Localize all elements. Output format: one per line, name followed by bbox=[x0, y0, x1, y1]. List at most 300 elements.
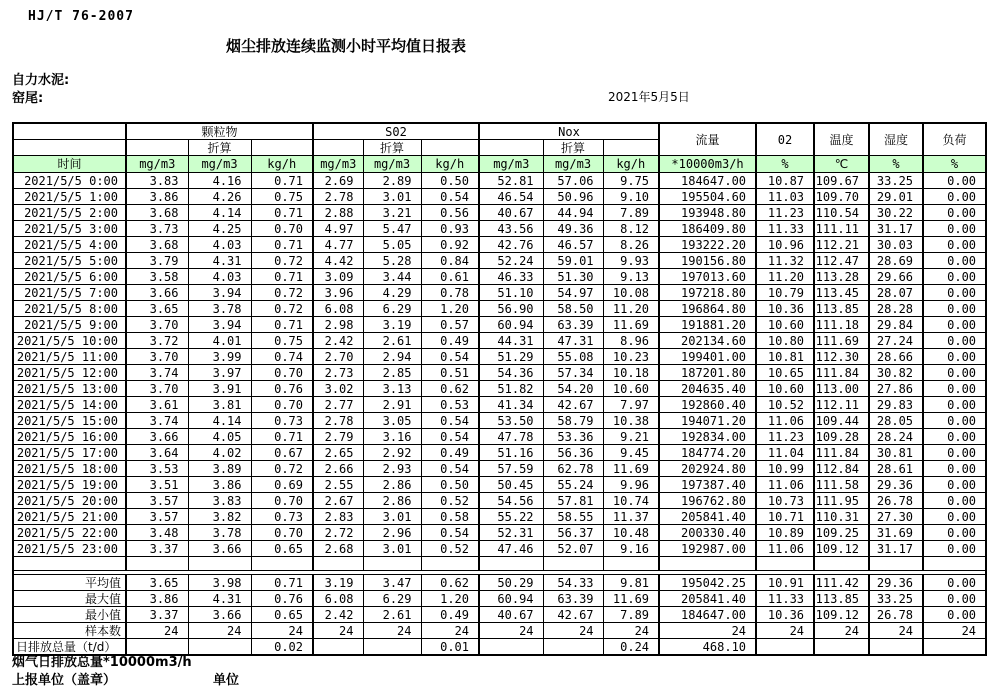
value-cell: 40.67 bbox=[479, 205, 543, 221]
value-cell: 8.96 bbox=[603, 333, 659, 349]
value-cell: 1.20 bbox=[421, 301, 479, 317]
column-header-humidity: 湿度 bbox=[869, 123, 923, 156]
summary-label: 最大值 bbox=[13, 591, 126, 607]
value-cell: 2.85 bbox=[363, 365, 421, 381]
value-cell: 11.03 bbox=[756, 189, 814, 205]
value-cell: 51.82 bbox=[479, 381, 543, 397]
data-row bbox=[13, 461, 986, 477]
value-cell: 3.94 bbox=[188, 285, 251, 301]
value-cell: 0.00 bbox=[923, 189, 986, 205]
data-row bbox=[13, 365, 986, 381]
time-cell: 2021/5/5 11:00 bbox=[13, 349, 126, 365]
blank-cell bbox=[756, 557, 814, 571]
value-cell: 3.53 bbox=[126, 461, 188, 477]
value-cell: 51.29 bbox=[479, 349, 543, 365]
blank-subheader bbox=[126, 140, 188, 156]
summary-value-cell: 24 bbox=[814, 623, 869, 639]
summary-value-cell: 195042.25 bbox=[659, 575, 756, 591]
blank-cell bbox=[659, 557, 756, 571]
value-cell: 29.66 bbox=[869, 269, 923, 285]
value-cell: 3.97 bbox=[188, 365, 251, 381]
blank-cell bbox=[13, 557, 126, 571]
value-cell: 49.36 bbox=[543, 221, 603, 237]
blank-row bbox=[13, 557, 986, 571]
value-cell: 47.31 bbox=[543, 333, 603, 349]
value-cell: 205841.40 bbox=[659, 509, 756, 525]
value-cell: 109.70 bbox=[814, 189, 869, 205]
summary-value-cell: 109.12 bbox=[814, 607, 869, 623]
value-cell: 2.98 bbox=[313, 317, 363, 333]
value-cell: 0.65 bbox=[251, 541, 313, 557]
value-cell: 3.19 bbox=[363, 317, 421, 333]
value-cell: 2.68 bbox=[313, 541, 363, 557]
value-cell: 11.33 bbox=[756, 221, 814, 237]
value-cell: 0.71 bbox=[251, 269, 313, 285]
value-cell: 10.18 bbox=[603, 365, 659, 381]
summary-value-cell: 4.31 bbox=[188, 591, 251, 607]
value-cell: 29.84 bbox=[869, 317, 923, 333]
value-cell: 57.34 bbox=[543, 365, 603, 381]
value-cell: 5.05 bbox=[363, 237, 421, 253]
summary-value-cell: 0.76 bbox=[251, 591, 313, 607]
value-cell: 11.32 bbox=[756, 253, 814, 269]
summary-value-cell: 26.78 bbox=[869, 607, 923, 623]
time-header-blank bbox=[13, 123, 126, 140]
value-cell: 190156.80 bbox=[659, 253, 756, 269]
value-cell: 0.93 bbox=[421, 221, 479, 237]
value-cell: 112.21 bbox=[814, 237, 869, 253]
value-cell: 33.25 bbox=[869, 173, 923, 189]
value-cell: 111.58 bbox=[814, 477, 869, 493]
value-cell: 55.24 bbox=[543, 477, 603, 493]
value-cell: 0.73 bbox=[251, 413, 313, 429]
value-cell: 3.37 bbox=[126, 541, 188, 557]
summary-value-cell: 6.08 bbox=[313, 591, 363, 607]
value-cell: 0.00 bbox=[923, 349, 986, 365]
value-cell: 3.02 bbox=[313, 381, 363, 397]
value-cell: 111.95 bbox=[814, 493, 869, 509]
value-cell: 4.26 bbox=[188, 189, 251, 205]
time-cell: 2021/5/5 6:00 bbox=[13, 269, 126, 285]
summary-value-cell: 24 bbox=[659, 623, 756, 639]
value-cell: 62.78 bbox=[543, 461, 603, 477]
value-cell: 2.93 bbox=[363, 461, 421, 477]
value-cell: 31.69 bbox=[869, 525, 923, 541]
value-cell: 0.72 bbox=[251, 461, 313, 477]
value-cell: 112.47 bbox=[814, 253, 869, 269]
blank-cell bbox=[126, 557, 188, 571]
value-cell: 8.26 bbox=[603, 237, 659, 253]
data-row bbox=[13, 541, 986, 557]
data-row bbox=[13, 269, 986, 285]
value-cell: 0.73 bbox=[251, 509, 313, 525]
value-cell: 10.52 bbox=[756, 397, 814, 413]
value-cell: 28.07 bbox=[869, 285, 923, 301]
value-cell: 46.54 bbox=[479, 189, 543, 205]
blank-subheader bbox=[421, 140, 479, 156]
summary-value-cell: 3.47 bbox=[363, 575, 421, 591]
column-header-so2: S02 bbox=[313, 123, 479, 140]
value-cell: 0.56 bbox=[421, 205, 479, 221]
converted-subheader-nox: 折算 bbox=[543, 140, 603, 156]
value-cell: 2.83 bbox=[313, 509, 363, 525]
column-header-particulate: 颗粒物 bbox=[126, 123, 313, 140]
value-cell: 109.28 bbox=[814, 429, 869, 445]
value-cell: 9.93 bbox=[603, 253, 659, 269]
value-cell: 197013.60 bbox=[659, 269, 756, 285]
value-cell: 53.36 bbox=[543, 429, 603, 445]
value-cell: 57.06 bbox=[543, 173, 603, 189]
value-cell: 0.72 bbox=[251, 253, 313, 269]
summary-value-cell bbox=[543, 639, 603, 656]
value-cell: 8.12 bbox=[603, 221, 659, 237]
value-cell: 28.61 bbox=[869, 461, 923, 477]
value-cell: 2.86 bbox=[363, 493, 421, 509]
data-row bbox=[13, 509, 986, 525]
value-cell: 109.67 bbox=[814, 173, 869, 189]
value-cell: 3.70 bbox=[126, 317, 188, 333]
summary-value-cell: 1.20 bbox=[421, 591, 479, 607]
value-cell: 42.67 bbox=[543, 397, 603, 413]
value-cell: 199401.00 bbox=[659, 349, 756, 365]
time-header-blank2 bbox=[13, 140, 126, 156]
value-cell: 113.28 bbox=[814, 269, 869, 285]
value-cell: 9.13 bbox=[603, 269, 659, 285]
value-cell: 3.73 bbox=[126, 221, 188, 237]
value-cell: 29.83 bbox=[869, 397, 923, 413]
converted-subheader-so2: 折算 bbox=[363, 140, 421, 156]
summary-value-cell bbox=[923, 639, 986, 656]
value-cell: 3.78 bbox=[188, 525, 251, 541]
value-cell: 111.69 bbox=[814, 333, 869, 349]
data-row bbox=[13, 381, 986, 397]
summary-value-cell: 3.86 bbox=[126, 591, 188, 607]
value-cell: 109.25 bbox=[814, 525, 869, 541]
value-cell: 0.00 bbox=[923, 525, 986, 541]
blank-cell bbox=[421, 557, 479, 571]
summary-value-cell: 0.24 bbox=[603, 639, 659, 656]
summary-value-cell: 3.98 bbox=[188, 575, 251, 591]
summary-value-cell: 7.89 bbox=[603, 607, 659, 623]
data-row bbox=[13, 205, 986, 221]
value-cell: 10.81 bbox=[756, 349, 814, 365]
time-cell: 2021/5/5 23:00 bbox=[13, 541, 126, 557]
summary-value-cell: 24 bbox=[188, 623, 251, 639]
value-cell: 0.70 bbox=[251, 365, 313, 381]
value-cell: 0.00 bbox=[923, 253, 986, 269]
value-cell: 58.55 bbox=[543, 509, 603, 525]
value-cell: 0.00 bbox=[923, 381, 986, 397]
value-cell: 0.75 bbox=[251, 333, 313, 349]
summary-value-cell: 54.33 bbox=[543, 575, 603, 591]
value-cell: 0.00 bbox=[923, 461, 986, 477]
value-cell: 10.65 bbox=[756, 365, 814, 381]
summary-row bbox=[13, 591, 986, 607]
value-cell: 3.86 bbox=[188, 477, 251, 493]
time-cell: 2021/5/5 17:00 bbox=[13, 445, 126, 461]
summary-value-cell: 2.42 bbox=[313, 607, 363, 623]
value-cell: 11.23 bbox=[756, 429, 814, 445]
header-group-row bbox=[13, 123, 986, 140]
value-cell: 2.55 bbox=[313, 477, 363, 493]
value-cell: 10.89 bbox=[756, 525, 814, 541]
value-cell: 5.28 bbox=[363, 253, 421, 269]
time-cell: 2021/5/5 15:00 bbox=[13, 413, 126, 429]
value-cell: 195504.60 bbox=[659, 189, 756, 205]
value-cell: 0.57 bbox=[421, 317, 479, 333]
value-cell: 51.30 bbox=[543, 269, 603, 285]
value-cell: 0.75 bbox=[251, 189, 313, 205]
summary-value-cell: 9.81 bbox=[603, 575, 659, 591]
unit-header: % bbox=[923, 156, 986, 173]
summary-value-cell: 205841.40 bbox=[659, 591, 756, 607]
value-cell: 110.31 bbox=[814, 509, 869, 525]
blank-cell bbox=[479, 557, 543, 571]
value-cell: 0.71 bbox=[251, 429, 313, 445]
blank-subheader bbox=[479, 140, 543, 156]
time-cell: 2021/5/5 19:00 bbox=[13, 477, 126, 493]
value-cell: 193948.80 bbox=[659, 205, 756, 221]
value-cell: 0.49 bbox=[421, 333, 479, 349]
value-cell: 9.45 bbox=[603, 445, 659, 461]
value-cell: 196762.80 bbox=[659, 493, 756, 509]
value-cell: 2.78 bbox=[313, 413, 363, 429]
time-cell: 2021/5/5 3:00 bbox=[13, 221, 126, 237]
blank-subheader bbox=[313, 140, 363, 156]
value-cell: 4.97 bbox=[313, 221, 363, 237]
unit-header: % bbox=[756, 156, 814, 173]
summary-value-cell: 24 bbox=[363, 623, 421, 639]
value-cell: 4.03 bbox=[188, 237, 251, 253]
value-cell: 4.14 bbox=[188, 413, 251, 429]
value-cell: 2.66 bbox=[313, 461, 363, 477]
blank-cell bbox=[363, 557, 421, 571]
time-cell: 2021/5/5 16:00 bbox=[13, 429, 126, 445]
site-label: 窑尾: bbox=[12, 91, 44, 106]
summary-value-cell: 0.49 bbox=[421, 607, 479, 623]
value-cell: 3.89 bbox=[188, 461, 251, 477]
value-cell: 192834.00 bbox=[659, 429, 756, 445]
value-cell: 0.62 bbox=[421, 381, 479, 397]
summary-value-cell: 24 bbox=[126, 623, 188, 639]
summary-value-cell: 3.37 bbox=[126, 607, 188, 623]
value-cell: 52.24 bbox=[479, 253, 543, 269]
summary-value-cell bbox=[869, 639, 923, 656]
value-cell: 3.68 bbox=[126, 237, 188, 253]
summary-row bbox=[13, 575, 986, 591]
value-cell: 3.21 bbox=[363, 205, 421, 221]
value-cell: 55.08 bbox=[543, 349, 603, 365]
unit-header: mg/m3 bbox=[188, 156, 251, 173]
unit-header: mg/m3 bbox=[479, 156, 543, 173]
value-cell: 3.09 bbox=[313, 269, 363, 285]
value-cell: 7.97 bbox=[603, 397, 659, 413]
summary-value-cell: 24 bbox=[251, 623, 313, 639]
data-row bbox=[13, 349, 986, 365]
value-cell: 3.70 bbox=[126, 349, 188, 365]
value-cell: 3.68 bbox=[126, 205, 188, 221]
value-cell: 0.54 bbox=[421, 189, 479, 205]
value-cell: 3.44 bbox=[363, 269, 421, 285]
value-cell: 2.91 bbox=[363, 397, 421, 413]
value-cell: 0.00 bbox=[923, 365, 986, 381]
summary-value-cell bbox=[479, 639, 543, 656]
summary-label: 日排放总量（t/d） bbox=[13, 639, 126, 656]
summary-value-cell bbox=[188, 639, 251, 656]
monitoring-table bbox=[12, 122, 987, 656]
value-cell: 0.70 bbox=[251, 493, 313, 509]
summary-value-cell: 24 bbox=[603, 623, 659, 639]
value-cell: 0.50 bbox=[421, 173, 479, 189]
value-cell: 3.64 bbox=[126, 445, 188, 461]
summary-value-cell bbox=[363, 639, 421, 656]
summary-value-cell: 2.61 bbox=[363, 607, 421, 623]
value-cell: 53.50 bbox=[479, 413, 543, 429]
time-column-header: 时间 bbox=[13, 156, 126, 173]
value-cell: 10.36 bbox=[756, 301, 814, 317]
summary-value-cell: 0.62 bbox=[421, 575, 479, 591]
unit-header: kg/h bbox=[603, 156, 659, 173]
value-cell: 10.96 bbox=[756, 237, 814, 253]
value-cell: 0.54 bbox=[421, 349, 479, 365]
value-cell: 3.65 bbox=[126, 301, 188, 317]
value-cell: 0.54 bbox=[421, 413, 479, 429]
value-cell: 3.86 bbox=[126, 189, 188, 205]
time-cell: 2021/5/5 21:00 bbox=[13, 509, 126, 525]
value-cell: 192860.40 bbox=[659, 397, 756, 413]
value-cell: 2.78 bbox=[313, 189, 363, 205]
value-cell: 31.17 bbox=[869, 541, 923, 557]
data-row bbox=[13, 221, 986, 237]
value-cell: 30.22 bbox=[869, 205, 923, 221]
blank-cell bbox=[603, 557, 659, 571]
value-cell: 11.04 bbox=[756, 445, 814, 461]
value-cell: 52.07 bbox=[543, 541, 603, 557]
data-row bbox=[13, 493, 986, 509]
blank-cell bbox=[923, 557, 986, 571]
value-cell: 0.70 bbox=[251, 525, 313, 541]
value-cell: 4.77 bbox=[313, 237, 363, 253]
value-cell: 10.08 bbox=[603, 285, 659, 301]
value-cell: 41.34 bbox=[479, 397, 543, 413]
standard-code: HJ/T 76-2007 bbox=[28, 9, 134, 24]
value-cell: 3.83 bbox=[126, 173, 188, 189]
value-cell: 52.31 bbox=[479, 525, 543, 541]
value-cell: 0.76 bbox=[251, 381, 313, 397]
value-cell: 27.24 bbox=[869, 333, 923, 349]
data-row bbox=[13, 429, 986, 445]
value-cell: 0.74 bbox=[251, 349, 313, 365]
summary-value-cell: 24 bbox=[313, 623, 363, 639]
value-cell: 43.56 bbox=[479, 221, 543, 237]
flue-gas-total-note: 烟气日排放总量*10000m3/h bbox=[12, 655, 192, 670]
value-cell: 10.99 bbox=[756, 461, 814, 477]
value-cell: 109.44 bbox=[814, 413, 869, 429]
value-cell: 3.74 bbox=[126, 413, 188, 429]
reporting-unit-stamp-label: 上报单位（盖章） bbox=[12, 673, 117, 688]
summary-label: 样本数 bbox=[13, 623, 126, 639]
value-cell: 2.61 bbox=[363, 333, 421, 349]
header-units-row bbox=[13, 156, 986, 173]
unit-header: % bbox=[869, 156, 923, 173]
value-cell: 191881.20 bbox=[659, 317, 756, 333]
value-cell: 0.78 bbox=[421, 285, 479, 301]
value-cell: 11.20 bbox=[756, 269, 814, 285]
data-row bbox=[13, 333, 986, 349]
value-cell: 54.20 bbox=[543, 381, 603, 397]
value-cell: 2.88 bbox=[313, 205, 363, 221]
value-cell: 3.81 bbox=[188, 397, 251, 413]
value-cell: 51.10 bbox=[479, 285, 543, 301]
column-header-o2: 02 bbox=[756, 123, 814, 156]
value-cell: 3.51 bbox=[126, 477, 188, 493]
summary-value-cell: 0.00 bbox=[923, 591, 986, 607]
summary-value-cell: 42.67 bbox=[543, 607, 603, 623]
summary-value-cell: 0.65 bbox=[251, 607, 313, 623]
value-cell: 29.01 bbox=[869, 189, 923, 205]
value-cell: 3.78 bbox=[188, 301, 251, 317]
value-cell: 4.03 bbox=[188, 269, 251, 285]
summary-label: 最小值 bbox=[13, 607, 126, 623]
summary-row bbox=[13, 607, 986, 623]
value-cell: 3.01 bbox=[363, 541, 421, 557]
value-cell: 60.94 bbox=[479, 317, 543, 333]
value-cell: 57.59 bbox=[479, 461, 543, 477]
data-row bbox=[13, 317, 986, 333]
value-cell: 31.17 bbox=[869, 221, 923, 237]
summary-value-cell: 184647.00 bbox=[659, 607, 756, 623]
value-cell: 47.46 bbox=[479, 541, 543, 557]
data-row bbox=[13, 445, 986, 461]
data-row bbox=[13, 477, 986, 493]
summary-value-cell bbox=[814, 639, 869, 656]
data-row bbox=[13, 397, 986, 413]
value-cell: 30.82 bbox=[869, 365, 923, 381]
column-header-nox: Nox bbox=[479, 123, 659, 140]
value-cell: 0.71 bbox=[251, 205, 313, 221]
value-cell: 196864.80 bbox=[659, 301, 756, 317]
value-cell: 3.01 bbox=[363, 509, 421, 525]
value-cell: 11.06 bbox=[756, 477, 814, 493]
summary-value-cell bbox=[313, 639, 363, 656]
value-cell: 9.96 bbox=[603, 477, 659, 493]
value-cell: 0.54 bbox=[421, 525, 479, 541]
blank-cell bbox=[869, 557, 923, 571]
summary-row bbox=[13, 623, 986, 639]
summary-value-cell: 33.25 bbox=[869, 591, 923, 607]
value-cell: 50.45 bbox=[479, 477, 543, 493]
value-cell: 0.72 bbox=[251, 301, 313, 317]
time-cell: 2021/5/5 0:00 bbox=[13, 173, 126, 189]
value-cell: 113.85 bbox=[814, 301, 869, 317]
time-cell: 2021/5/5 20:00 bbox=[13, 493, 126, 509]
value-cell: 4.01 bbox=[188, 333, 251, 349]
value-cell: 3.66 bbox=[126, 429, 188, 445]
value-cell: 2.94 bbox=[363, 349, 421, 365]
value-cell: 0.00 bbox=[923, 237, 986, 253]
value-cell: 0.52 bbox=[421, 493, 479, 509]
data-row bbox=[13, 253, 986, 269]
value-cell: 4.05 bbox=[188, 429, 251, 445]
summary-value-cell: 24 bbox=[869, 623, 923, 639]
value-cell: 4.14 bbox=[188, 205, 251, 221]
value-cell: 184647.00 bbox=[659, 173, 756, 189]
value-cell: 0.71 bbox=[251, 173, 313, 189]
value-cell: 44.31 bbox=[479, 333, 543, 349]
time-cell: 2021/5/5 8:00 bbox=[13, 301, 126, 317]
value-cell: 10.38 bbox=[603, 413, 659, 429]
data-row bbox=[13, 189, 986, 205]
